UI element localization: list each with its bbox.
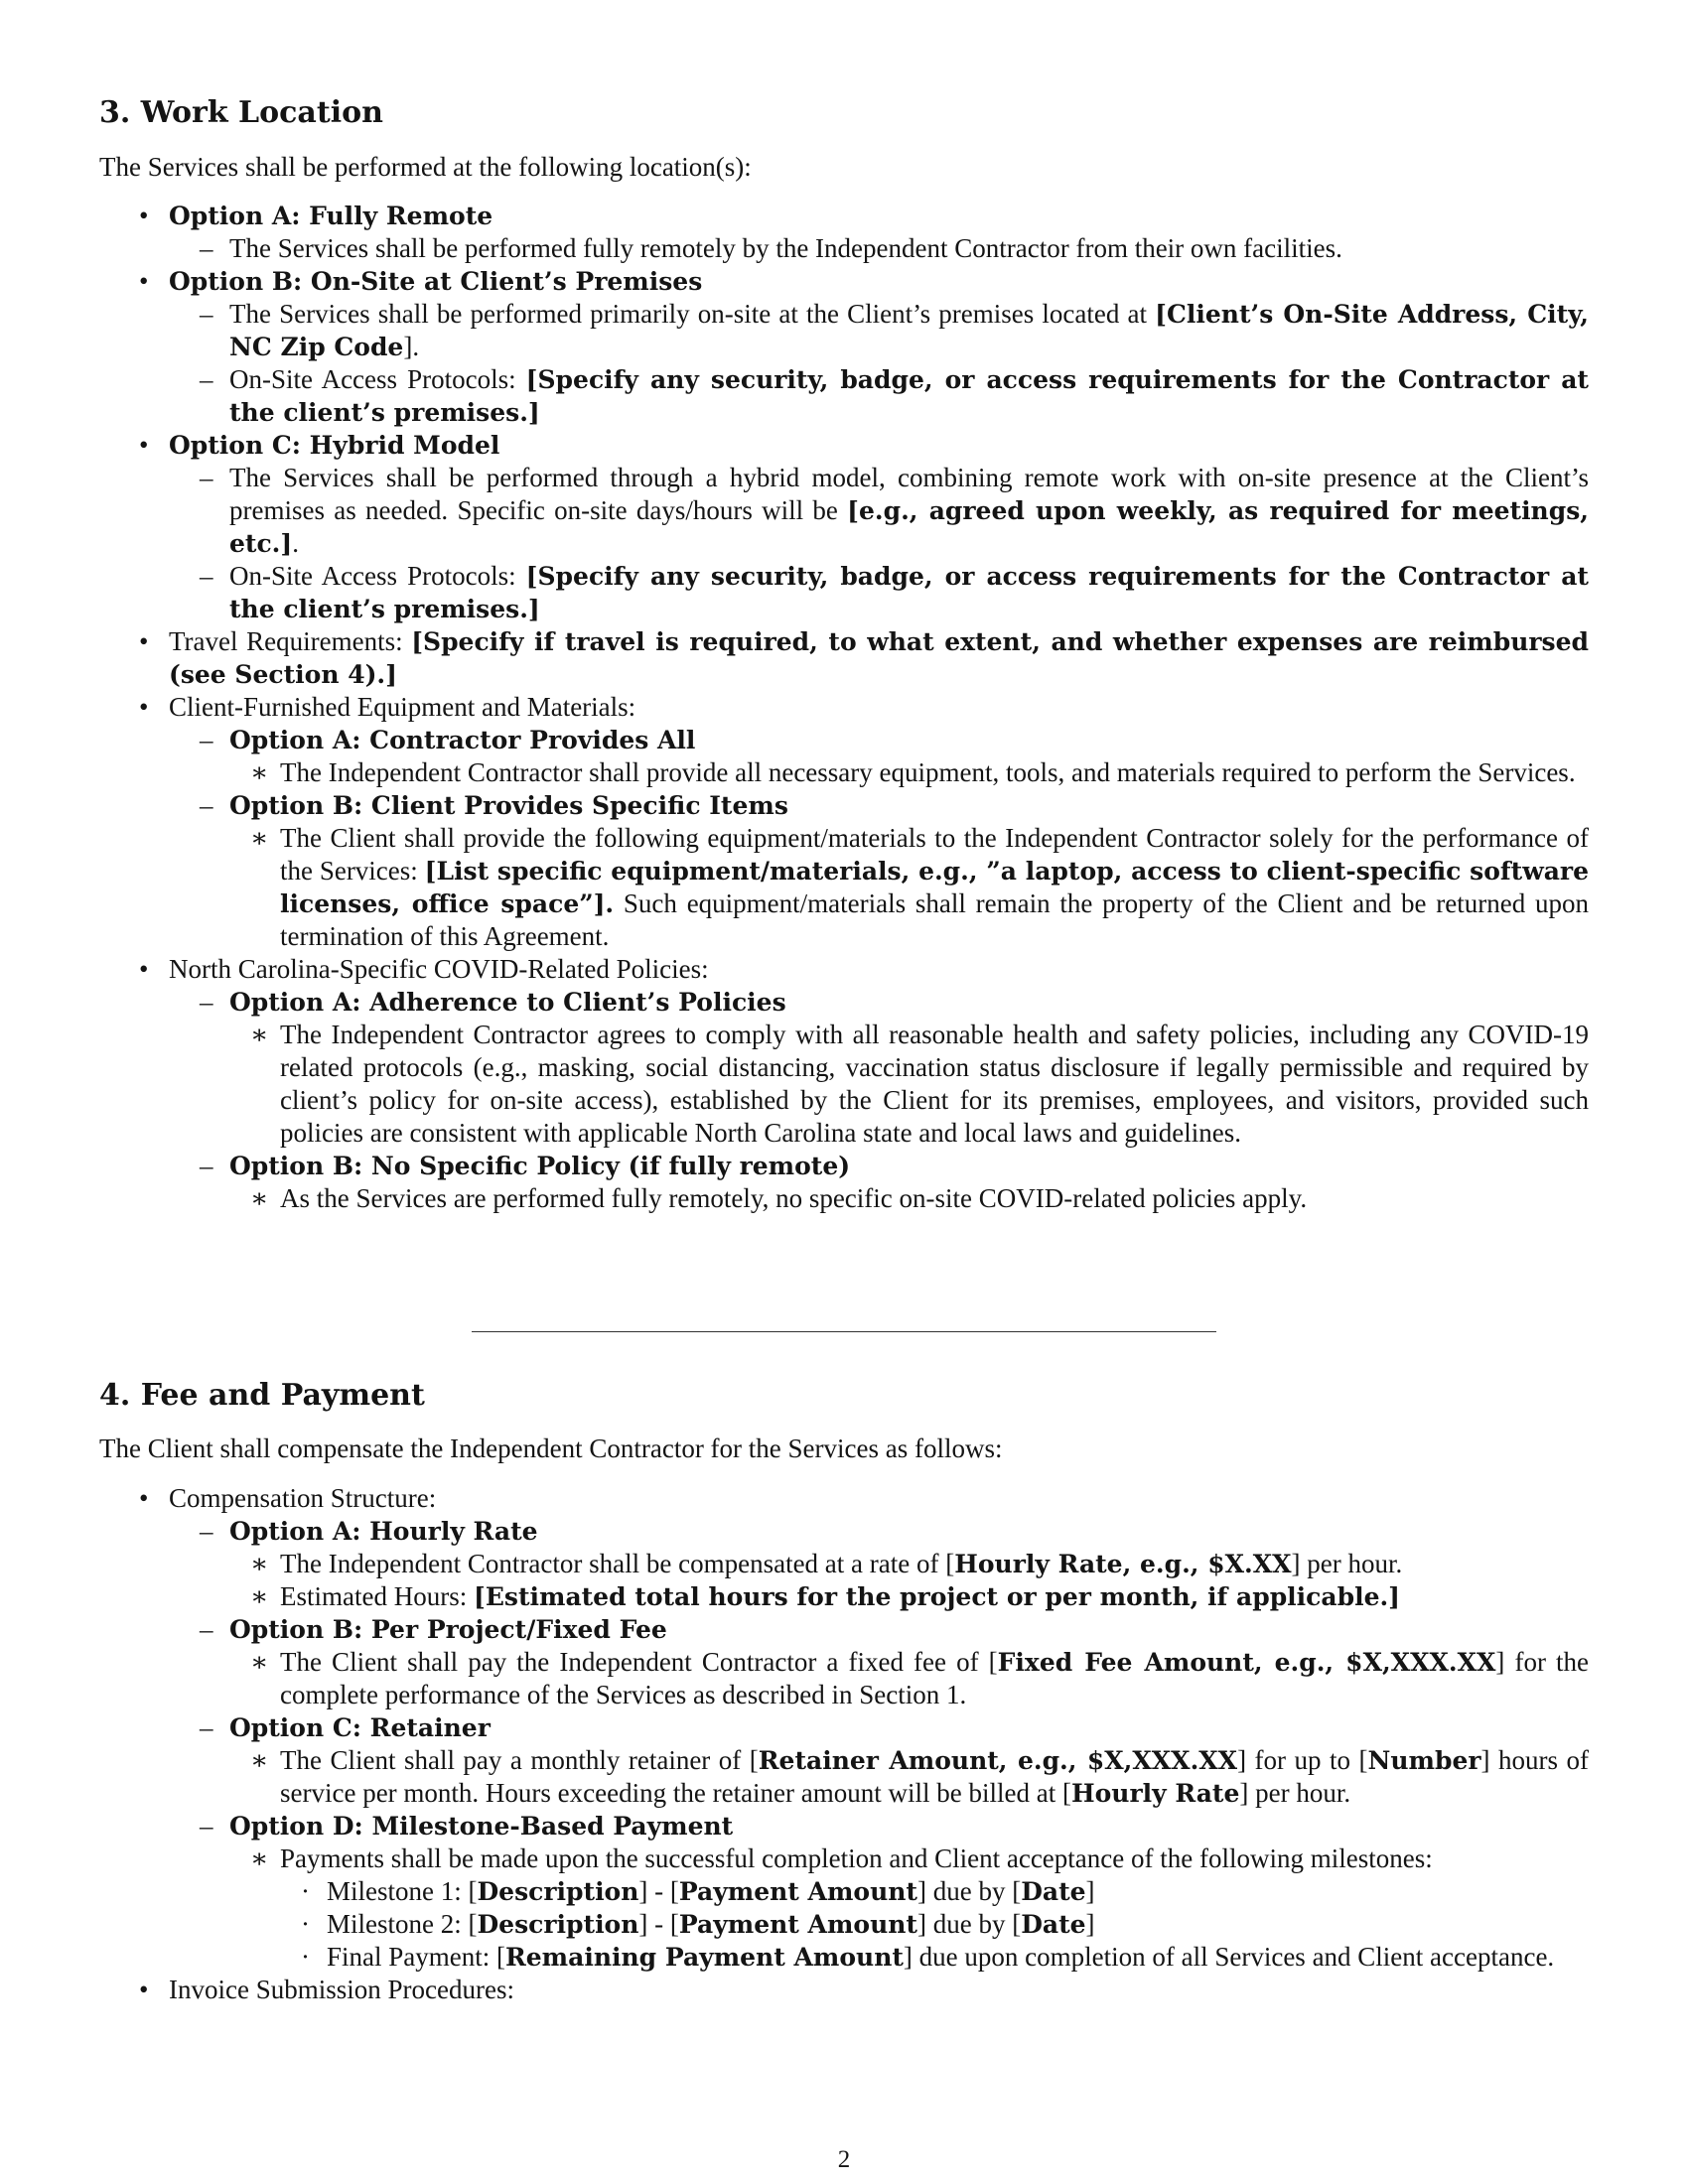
section-4-heading: 4. Fee and Payment	[99, 1378, 425, 1413]
list-item: • Option A: Fully Remote	[139, 201, 493, 230]
list-item: – The Services shall be performed primarily on-site at the Client’s premises located at [Client’s On-Site Address, City, NC Zip Code].	[200, 299, 1589, 361]
list-item: • Option B: On-Site at Client’s Premises	[139, 266, 703, 296]
list-item: – The Services shall be performed through a hybrid model, combining remote work with on-site presence at the Client’s premises as needed. Specific on-site days/hours will be [e.g., agreed upon weekly, as required for meetings, etc.].	[200, 463, 1589, 558]
list-item: – Option C: Retainer	[200, 1712, 491, 1742]
list-item: – The Services shall be performed fully remotely by the Independent Contractor from their own facilities.	[200, 233, 1342, 263]
list-item: ∗ As the Services are performed fully remotely, no specific on-site COVID-related policies apply.	[250, 1183, 1308, 1213]
list-item: ∗ The Independent Contractor shall be compensated at a rate of [Hourly Rate, e.g., $X.XX] per hour.	[250, 1549, 1403, 1578]
fee-payment-list	[0, 1482, 1688, 2006]
page-number: 2	[837, 2146, 851, 2173]
list-item: • Travel Requirements: [Specify if travel is required, to what extent, and whether expenses are reimbursed (see Section 4).]	[139, 626, 1589, 689]
list-item: ∗ The Client shall pay the Independent Contractor a fixed fee of [Fixed Fee Amount, e.g., $X,XXX.XX] for the complete performance of the Services as described in Section 1.	[250, 1647, 1590, 1709]
list-item: ∗ The Client shall pay a monthly retainer of [Retainer Amount, e.g., $X,XXX.XX] for up to [Number] hours of service per month. Hours exceeding the retainer amount will be billed at [Hourly Rate] per hour.	[250, 1745, 1590, 1808]
list-item: • Compensation Structure:	[139, 1483, 437, 1513]
list-item: – Option A: Adherence to Client’s Policies	[200, 987, 786, 1017]
list-item: ∗ The Client shall provide the following equipment/materials to the Independent Contractor solely for the performance of the Services: [List specific equipment/materials, e.g., ”a laptop, access to client-specific software licenses, office space”]. Such equipment/materials shall remain the property of the Client and be returned upon termination of this Agreement.	[250, 823, 1590, 951]
list-item: – Option A: Hourly Rate	[200, 1516, 538, 1546]
list-item: • Invoice Submission Procedures:	[139, 1975, 514, 2004]
work-location-list	[0, 200, 1688, 1215]
list-item: – Option B: Client Provides Specific Items	[200, 790, 788, 820]
list-item: · Final Payment: [Remaining Payment Amount] due upon completion of all Services and Client acceptance.	[301, 1942, 1555, 1972]
list-item: – On-Site Access Protocols: [Specify any security, badge, or access requirements for the Contractor at the client’s premises.]	[200, 561, 1589, 623]
list-item: – Option B: Per Project/Fixed Fee	[200, 1614, 667, 1644]
section-divider	[472, 1331, 1216, 1332]
list-item: – Option D: Milestone-Based Payment	[200, 1811, 734, 1841]
section-3-heading: 3. Work Location	[99, 95, 383, 130]
section-3-intro: The Services shall be performed at the following location(s):	[99, 152, 752, 182]
list-item: • Client-Furnished Equipment and Materials:	[139, 692, 636, 722]
list-item: ∗ The Independent Contractor shall provide all necessary equipment, tools, and materials required to perform the Services.	[250, 757, 1576, 787]
section-4-intro: The Client shall compensate the Independent Contractor for the Services as follows:	[99, 1433, 1003, 1463]
list-item: – Option A: Contractor Provides All	[200, 725, 696, 754]
list-item: ∗ Payments shall be made upon the successful completion and Client acceptance of the following milestones:	[250, 1843, 1433, 1873]
list-item: · Milestone 1: [Description] - [Payment Amount] due by [Date]	[301, 1876, 1095, 1906]
list-item: · Milestone 2: [Description] - [Payment Amount] due by [Date]	[301, 1909, 1095, 1939]
list-item: ∗ The Independent Contractor agrees to comply with all reasonable health and safety policies, including any COVID-19 related protocols (e.g., masking, social distancing, vaccination status disclosure if legally permissible and required by client’s policy for on-site access), established by the Client for its premises, employees, and visitors, provided such policies are consistent with applicable North Carolina state and local laws and guidelines.	[250, 1020, 1589, 1148]
list-item: – Option B: No Specific Policy (if fully remote)	[200, 1151, 851, 1180]
list-item: – On-Site Access Protocols: [Specify any security, badge, or access requirements for the Contractor at the client’s premises.]	[200, 364, 1589, 427]
list-item: • North Carolina-Specific COVID-Related Policies:	[139, 954, 709, 984]
list-item: • Option C: Hybrid Model	[139, 430, 500, 460]
list-item: ∗ Estimated Hours: [Estimated total hours for the project or per month, if applicable.]	[250, 1581, 1401, 1611]
